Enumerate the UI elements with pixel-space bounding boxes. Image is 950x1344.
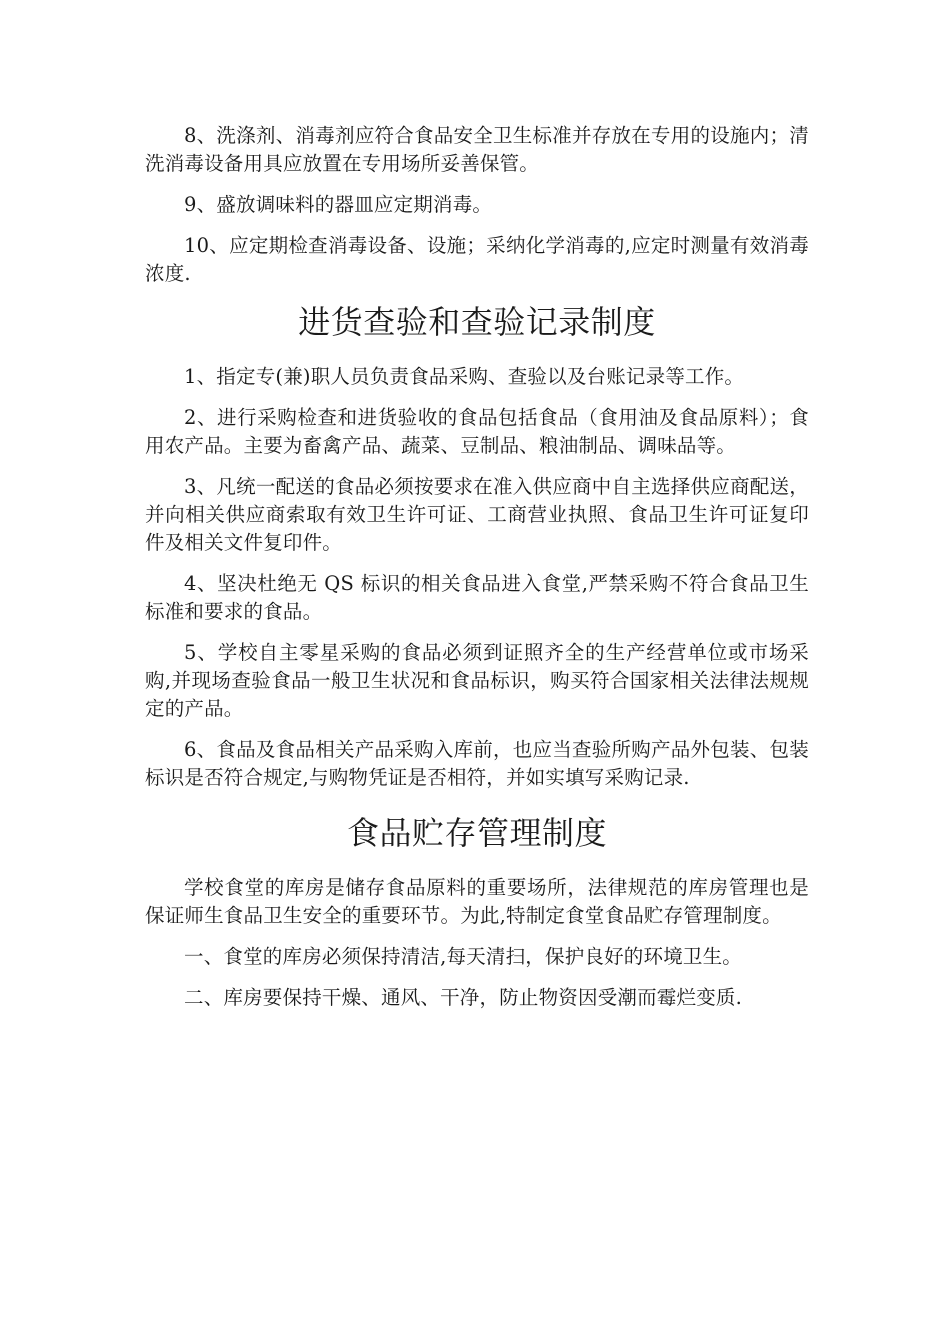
paragraph-item-9: 9、盛放调味料的器皿应定期消毒。 xyxy=(184,193,493,216)
paragraph-storage-rule-1: 一、食堂的库房必须保持清洁,每天清扫，保护良好的环境卫生。 xyxy=(184,945,742,968)
paragraph-item-2: 2、进行采购检查和进货验收的食品包括食品（食用油及食品原料）；食用农产品。主要为畜禽产品、蔬菜、豆制品、粮油制品、调味品等。 xyxy=(145,406,809,457)
paragraph-storage-intro: 学校食堂的库房是储存食品原料的重要场所，法律规范的库房管理也是保证师生食品卫生安全的重要环节。为此,特制定食堂食品贮存管理制度。 xyxy=(145,876,809,927)
paragraph-item-3: 3、凡统一配送的食品必须按要求在准入供应商中自主选择供应商配送，并向相关供应商索取有效卫生许可证、工商营业执照、食品卫生许可证复印件及相关文件复印件。 xyxy=(145,475,809,554)
document-body xyxy=(145,122,809,1025)
paragraph-storage-rule-2: 二、库房要保持干燥、通风、干净，防止物资因受潮而霉烂变质. xyxy=(184,986,742,1009)
paragraph-item-4: 4、坚决杜绝无 QS 标识的相关食品进入食堂,严禁采购不符合食品卫生标准和要求的食品。 xyxy=(145,572,809,623)
section-title-purchase-inspection: 进货查验和查验记录制度 xyxy=(298,303,656,341)
paragraph-item-8: 8、洗涤剂、消毒剂应符合食品安全卫生标准并存放在专用的设施内；清洗消毒设备用具应放置在专用场所妥善保管。 xyxy=(145,124,809,175)
paragraph-item-1: 1、指定专(兼)职人员负责食品采购、查验以及台账记录等工作。 xyxy=(184,365,745,388)
section-title-food-storage: 食品贮存管理制度 xyxy=(346,814,607,852)
paragraph-item-5: 5、学校自主零星采购的食品必须到证照齐全的生产经营单位或市场采购,并现场查验食品一般卫生状况和食品标识，购买符合国家相关法律法规规定的产品。 xyxy=(145,641,809,720)
paragraph-item-6: 6、食品及食品相关产品采购入库前，也应当查验所购产品外包装、包装标识是否符合规定,与购物凭证是否相符，并如实填写采购记录. xyxy=(145,738,809,789)
paragraph-item-10: 10、应定期检查消毒设备、设施；采纳化学消毒的,应定时测量有效消毒浓度. xyxy=(145,234,809,285)
